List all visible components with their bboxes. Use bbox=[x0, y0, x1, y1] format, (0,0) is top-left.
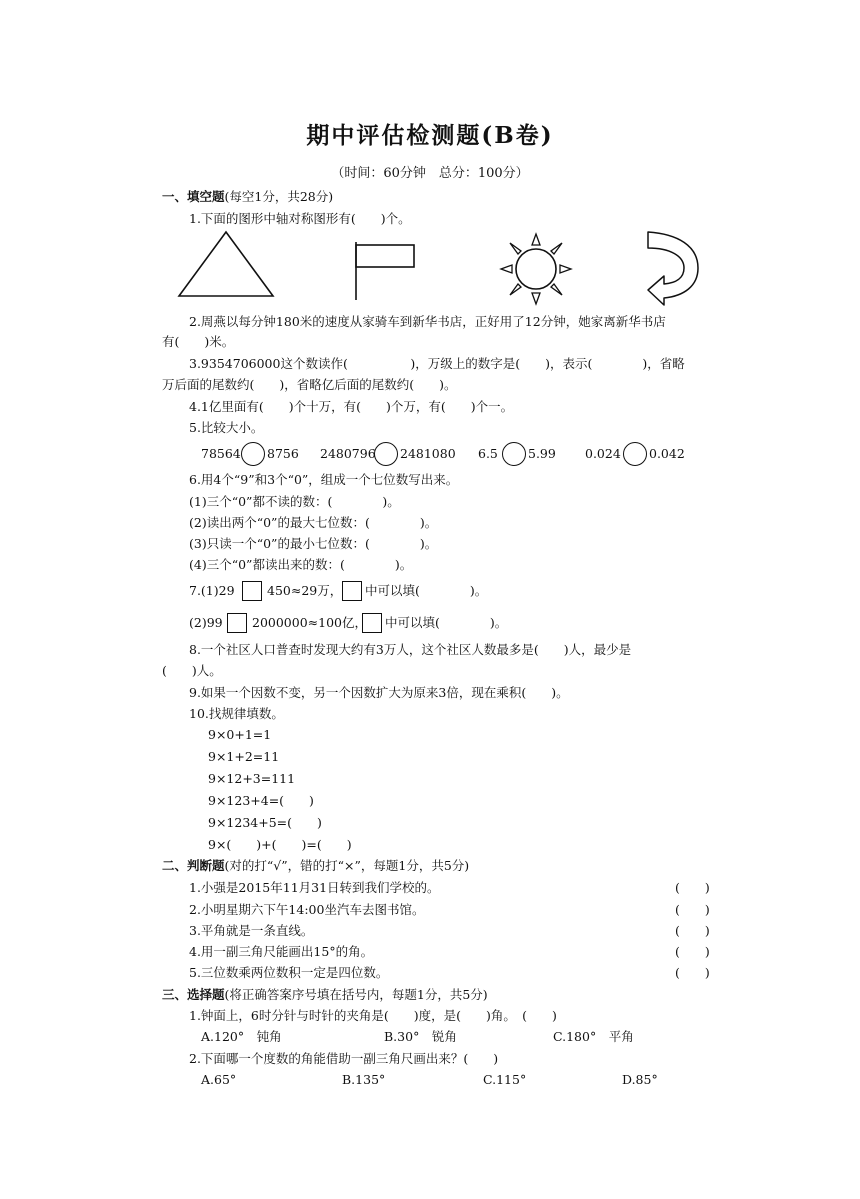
answer-box[interactable] bbox=[342, 581, 362, 601]
pattern-line-1: 9×0+1=1 bbox=[208, 727, 272, 742]
pattern-line-4: 9×123+4=( ) bbox=[208, 793, 314, 808]
compare-1-left: 78564 bbox=[201, 446, 241, 461]
compare-4-circle[interactable] bbox=[623, 442, 647, 466]
choice-question-1: 1.钟面上，6时分针与时针的夹角是( )度，是( )角。 ( ) bbox=[189, 1008, 557, 1023]
judge-answer-3[interactable]: ( ) bbox=[675, 923, 710, 938]
compare-3-circle[interactable] bbox=[502, 442, 526, 466]
question-1-3-line2: 万后面的尾数约( )，省略亿后面的尾数约( )。 bbox=[162, 377, 457, 392]
judge-answer-1[interactable]: ( ) bbox=[675, 880, 710, 895]
question-1-6-item3: (3)只读一个“0”的最小七位数：( )。 bbox=[189, 536, 438, 551]
judge-item-1: 1.小强是2015年11月31日转到我们学校的。 bbox=[189, 880, 440, 895]
section3-heading bbox=[162, 987, 488, 1003]
pattern-line-6: 9×( )+( )=( ) bbox=[208, 837, 352, 852]
question-1-7-1-post: 中可以填( )。 bbox=[365, 583, 488, 598]
compare-4-left: 0.024 bbox=[585, 446, 621, 461]
choice-1-option-c[interactable]: C.180° 平角 bbox=[553, 1029, 634, 1044]
question-1-9: 9.如果一个因数不变，另一个因数扩大为原来3倍，现在乘积( )。 bbox=[189, 685, 569, 700]
choice-2-option-a[interactable]: A.65° bbox=[201, 1072, 237, 1087]
judge-item-4: 4.用一副三角尺能画出15°的角。 bbox=[189, 944, 374, 959]
question-1-6-item1: (1)三个“0”都不读的数：( )。 bbox=[189, 494, 400, 509]
answer-box[interactable] bbox=[242, 581, 262, 601]
judge-item-5: 5.三位数乘两位数积一定是四位数。 bbox=[189, 965, 389, 980]
question-1-7-1-pre: 7.(1)29 bbox=[189, 583, 235, 598]
question-1-4: 4.1亿里面有( )个十万，有( )个万，有( )个一。 bbox=[189, 399, 514, 414]
compare-3-right: 5.99 bbox=[528, 446, 556, 461]
compare-2-right: 2481080 bbox=[400, 446, 456, 461]
compare-2-circle[interactable] bbox=[374, 442, 398, 466]
judge-item-3: 3.平角就是一条直线。 bbox=[189, 923, 314, 938]
section2-heading bbox=[162, 858, 469, 874]
question-1-10: 10.找规律填数。 bbox=[189, 706, 284, 721]
section1-heading bbox=[162, 189, 333, 205]
compare-4-right: 0.042 bbox=[649, 446, 685, 461]
question-1-6: 6.用4个“9”和3个“0”，组成一个七位数写出来。 bbox=[189, 472, 459, 487]
triangle-figure bbox=[175, 228, 277, 300]
question-1-2-line1: 2.周燕以每分钟180米的速度从家骑车到新华书店，正好用了12分钟，她家离新华书店 bbox=[189, 314, 666, 329]
choice-2-option-d[interactable]: D.85° bbox=[622, 1072, 658, 1087]
pattern-line-5: 9×1234+5=( ) bbox=[208, 815, 322, 830]
compare-1-circle[interactable] bbox=[241, 442, 265, 466]
section2-title: 二、判断题 bbox=[162, 858, 225, 873]
question-1-7-1-mid: 450≈29万， bbox=[267, 583, 343, 598]
question-1-6-item4: (4)三个“0”都读出来的数：( )。 bbox=[189, 557, 413, 572]
question-1-8-line1: 8.一个社区人口普查时发现大约有3万人，这个社区人数最多是( )人，最少是 bbox=[189, 642, 632, 657]
answer-box[interactable] bbox=[227, 613, 247, 633]
choice-2-option-c[interactable]: C.115° bbox=[483, 1072, 527, 1087]
choice-1-option-b[interactable]: B.30° 锐角 bbox=[384, 1029, 457, 1044]
choice-2-option-b[interactable]: B.135° bbox=[342, 1072, 386, 1087]
section1-note: (每空1分，共28分) bbox=[224, 189, 334, 204]
question-1-5: 5.比较大小。 bbox=[189, 420, 264, 435]
judge-item-2: 2.小明星期六下午14:00坐汽车去图书馆。 bbox=[189, 902, 425, 917]
judge-answer-5[interactable]: ( ) bbox=[675, 965, 710, 980]
question-1-2-line2: 有( )米。 bbox=[162, 334, 235, 349]
curved-arrow-figure bbox=[640, 228, 702, 308]
answer-box[interactable] bbox=[362, 613, 382, 633]
section3-note: (将正确答案序号填在括号内，每题1分，共5分) bbox=[224, 987, 488, 1002]
question-1-7-2-mid: 2000000≈100亿， bbox=[252, 615, 368, 630]
choice-question-2: 2.下面哪一个度数的角能借助一副三角尺画出来？( ) bbox=[189, 1051, 499, 1066]
compare-3-left: 6.5 bbox=[478, 446, 498, 461]
question-1-8-line2: ( )人。 bbox=[162, 663, 222, 678]
pattern-line-2: 9×1+2=11 bbox=[208, 749, 280, 764]
section2-note: (对的打“√”，错的打“×”，每题1分，共5分) bbox=[224, 858, 470, 873]
question-1-6-item2: (2)读出两个“0”的最大七位数：( )。 bbox=[189, 515, 438, 530]
section1-title: 一、填空题 bbox=[162, 189, 225, 204]
section3-title: 三、选择题 bbox=[162, 987, 225, 1002]
compare-2-left: 2480796 bbox=[320, 446, 376, 461]
sun-figure bbox=[496, 229, 576, 309]
pattern-line-3: 9×12+3=111 bbox=[208, 771, 296, 786]
question-1-3-line1: 3.9354706000这个数读作( )，万级上的数字是( )，表示( )，省略 bbox=[189, 356, 685, 371]
choice-1-option-a[interactable]: A.120° 钝角 bbox=[201, 1029, 282, 1044]
flag-figure bbox=[350, 238, 422, 302]
compare-1-right: 8756 bbox=[267, 446, 299, 461]
judge-answer-4[interactable]: ( ) bbox=[675, 944, 710, 959]
page-subtitle: （时间：60分钟 总分：100分） bbox=[331, 166, 529, 181]
page-title: 期中评估检测题(B卷) bbox=[306, 122, 554, 149]
question-1-7-2-post: 中可以填( )。 bbox=[385, 615, 508, 630]
question-1-1: 1.下面的图形中轴对称图形有( )个。 bbox=[189, 211, 411, 226]
judge-answer-2[interactable]: ( ) bbox=[675, 902, 710, 917]
question-1-7-2-pre: (2)99 bbox=[189, 615, 223, 630]
